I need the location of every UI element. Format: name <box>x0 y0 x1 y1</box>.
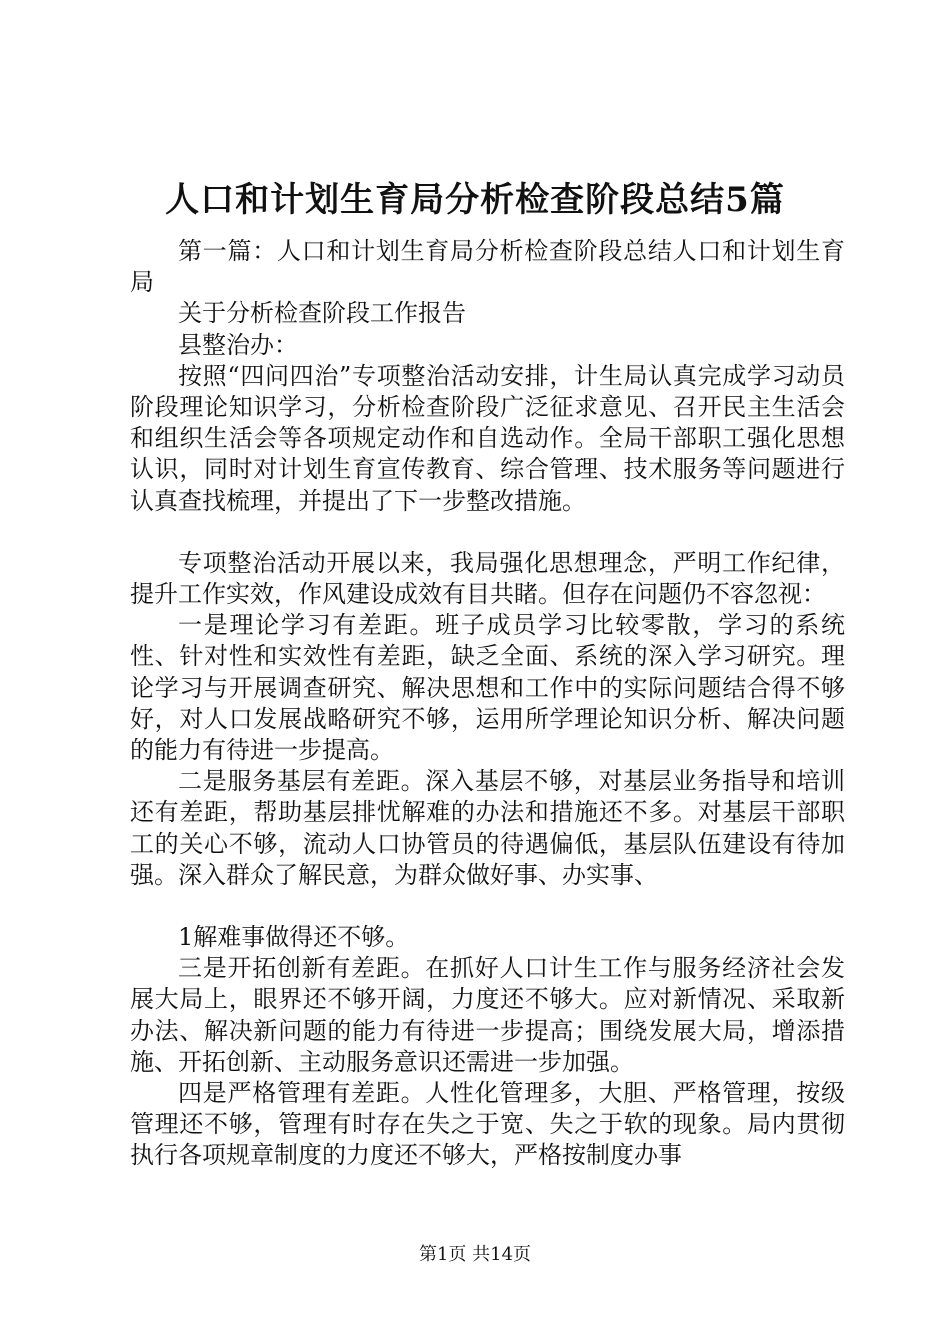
paragraph-issue-two-cont: 1解难事做得还不够。 <box>178 923 410 952</box>
paragraph-heading: 第一篇：人口和计划生育局分析检查阶段总结人口和计划生育局 <box>130 237 845 297</box>
paragraph-issue-four: 四是严格管理有差距。人性化管理多，大胆、严格管理，按级管理还不够，管理有时存在失之于宽、失之于软的现象。局内贯彻执行各项规章制度的力度还不够大，严格按制度办事 <box>130 1079 845 1170</box>
paragraph-issues-intro: 专项整治活动开展以来，我局强化思想理念，严明工作纪律，提升工作实效，作风建设成效有目共睹。但存在问题仍不容忽视： <box>130 548 845 609</box>
paragraph-issue-three: 三是开拓创新有差距。在抓好人口计生工作与服务经济社会发展大局上，眼界还不够开阔，力度还不够大。应对新情况、采取新办法、解决新问题的能力有待进一步提高；围绕发展大局，增添措施、开拓创新、主动服务意识还需进一步加强。 <box>130 954 845 1076</box>
page-footer: 第1页 共14页 <box>418 1244 532 1265</box>
paragraph-intro: 按照“四问四治”专项整治活动安排，计生局认真完成学习动员阶段理论知识学习，分析检查阶段广泛征求意见、召开民主生活会和组织生活会等各项规定动作和自选动作。全局干部职工强化思想认识，同时对计划生育宣传教育、综合管理、技术服务等问题进行认真查找梳理，并提出了下一步整改措施。 <box>130 361 845 515</box>
document-body <box>130 236 845 1172</box>
document-title: 人口和计划生育局分析检查阶段总结5篇 <box>165 180 785 220</box>
paragraph-issue-one: 一是理论学习有差距。班子成员学习比较零散，学习的系统性、针对性和实效性有差距，缺乏全面、系统的深入学习研究。理论学习与开展调查研究、解决思想和工作中的实际问题结合得不够好，对人口发展战略研究不够，运用所学理论知识分析、解决问题的能力有待进一步提高。 <box>130 611 845 765</box>
paragraph-gap <box>130 517 845 548</box>
paragraph-addressee: 县整治办： <box>178 330 298 359</box>
paragraph-issue-two: 二是服务基层有差距。深入基层不够，对基层业务指导和培训还有差距，帮助基层排忧解难的办法和措施还不多。对基层干部职工的关心不够，流动人口协管员的待遇偏低，基层队伍建设有待加强。深入群众了解民意，为群众做好事、办实事、 <box>130 767 845 889</box>
paragraph-report-title: 关于分析检查阶段工作报告 <box>178 299 466 328</box>
paragraph-gap <box>130 891 845 922</box>
